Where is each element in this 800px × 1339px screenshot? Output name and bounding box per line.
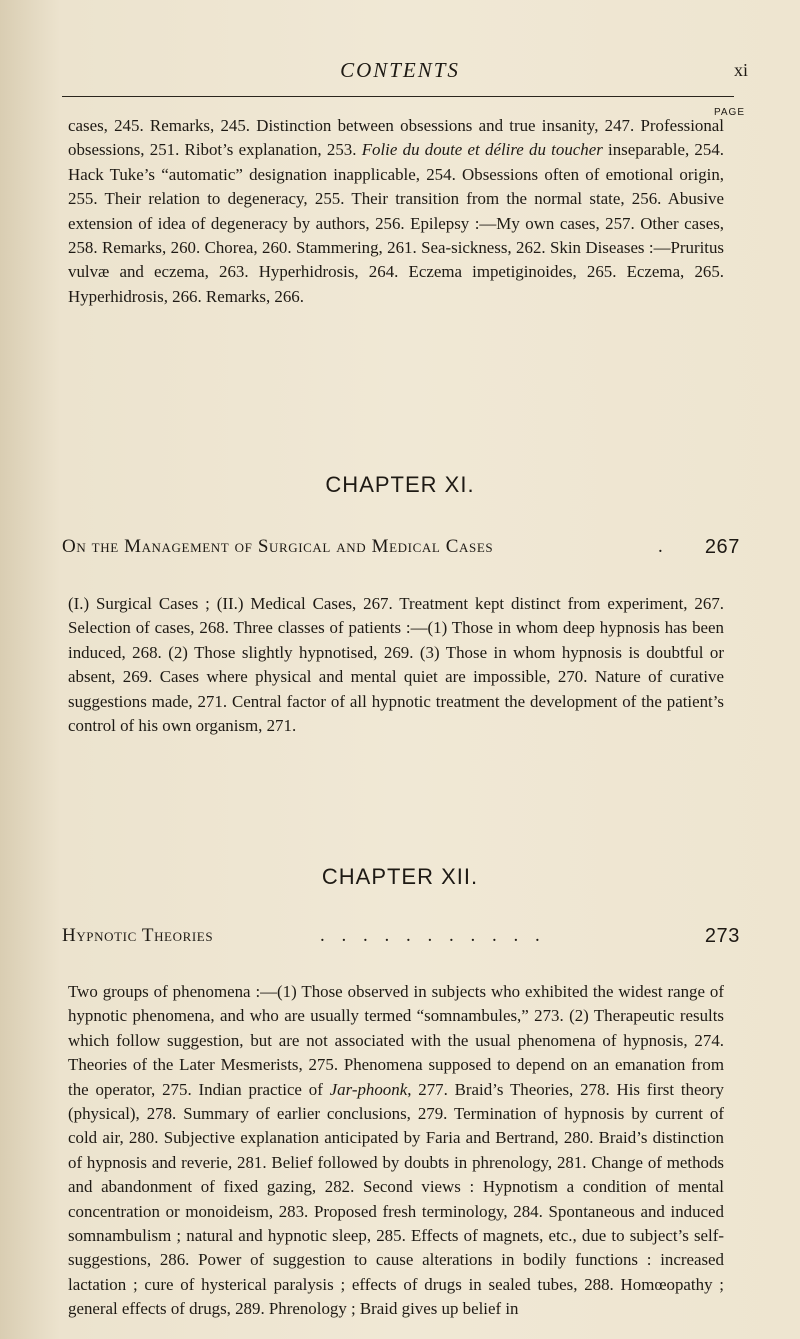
chapter-xi-summary: (I.) Surgical Cases ; (II.) Medical Cases, 267. Treatment kept distinct from experiment, 267. Selection of cases, 268. Three classes of patients :—(1) Those in whom deep hypnosis has been induced, 268. (2) Those slightly hypnotised, 269. (3) Those in whom hypnosis is doubtful or absent, 269. Cases where physical and mental quiet are impossible, 270. Nature of curative suggestions made, 271. Central factor of all hypnotic treatment the development of the patient’s control of his own organism, 271. — [68, 594, 724, 736]
running-title: CONTENTS — [340, 58, 460, 82]
intro-paragraph — [68, 114, 724, 309]
chapter-xi-entry — [62, 536, 740, 562]
chapter-xi-title: On the Management of Surgical and Medical Cases — [62, 536, 494, 557]
running-header — [0, 58, 800, 88]
chapter-xii-italic-term: Jar-phoonk — [329, 1079, 408, 1099]
chapter-xii-leader: . . . . . . . . . . . — [320, 925, 546, 946]
chapter-xi-leader: . — [658, 536, 669, 557]
page-column-label: PAGE — [713, 107, 745, 118]
header-rule — [62, 96, 734, 97]
chapter-xii-page: 273 — [704, 925, 740, 947]
intro-text-1: cases, 245. Remarks, 245. Distinction between obsessions and true insanity, 247. Professional obsessions, 251. Ribot’s explanation, 253. — [68, 116, 724, 160]
page-number: xi — [733, 60, 748, 80]
chapter-xi-heading: CHAPTER XI. — [325, 472, 475, 497]
chapter-xii-text-2: , 277. Braid’s Theories, 278. His first theory (physical), 278. Summary of earlier conclusions, 279. Termination of hypnosis by current of cold air, 280. Subjective explanation anticipated by Faria and Bertrand, 280. Braid’s distinction of hypnosis and reverie, 281. Belief followed by doubts in phrenology, 281. Change of methods and abandonment of fixed gazing, 282. Second views : Hypnotism a condition of mental concentration or monoideism, 283. Proposed fresh terminology, 284. Spontaneous and induced somnambulism ; natural and hypnotic sleep, 285. Effects of magnets, etc., due to subject’s self-suggestions, 286. Power of suggestion to cause alterations in bodily functions : increased lactation ; cure of hysterical paralysis ; effects of drugs in sealed tubes, 288. Homœopathy ; general effects of drugs, 289. Phrenology ; Braid gives up belief in — [68, 1079, 724, 1319]
intro-italic-phrase: Folie du doute et délire du toucher — [361, 140, 603, 160]
chapter-xii-entry — [62, 925, 740, 951]
chapter-xii-text-1: Two groups of phenomena :—(1) Those observed in subjects who exhibited the widest range of hypnotic phenomena, and who are usually termed “somnambules,” 273. (2) Therapeutic results which follow suggestion, but are not associated with the usual phenomena of hypnosis, 274. Theories of the Later Mesmerists, 275. Phenomena supposed to depend on an emanation from the operator, 275. Indian practice of — [68, 982, 724, 1099]
chapter-xii-title: Hypnotic Theories — [62, 925, 214, 946]
chapter-xii-summary — [68, 980, 724, 1322]
intro-text-2: inseparable, 254. Hack Tuke’s “automatic” designation inapplicable, 254. Obsessions often of emotional origin, 255. Their relation to degeneracy, 255. Their transition from the normal state, 256. Abusive extension of idea of degeneracy by authors, 256. Epilepsy :—My own cases, 257. Other cases, 258. Remarks, 260. Chorea, 260. Stammering, 261. Sea-sickness, 262. Skin Diseases :—Pruritus vulvæ and eczema, 263. Hyperhidrosis, 264. Eczema impetiginoides, 265. Eczema, 265. Hyperhidrosis, 266. Remarks, 266. — [68, 140, 724, 306]
chapter-xi-page: 267 — [704, 536, 740, 558]
chapter-xii-heading: CHAPTER XII. — [321, 864, 479, 889]
